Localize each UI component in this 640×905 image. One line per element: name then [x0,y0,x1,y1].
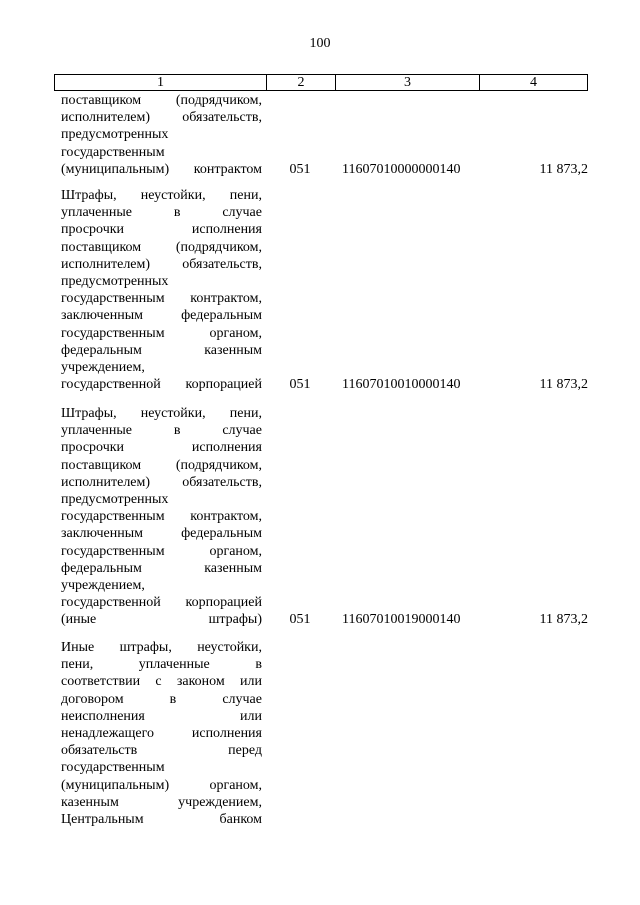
description-word: Иные [61,640,95,655]
description-word: государственным [61,543,165,559]
description-word: предусмотренных [61,273,169,289]
description-word: уплаченные [61,205,132,221]
description-line [61,359,262,376]
description-word: или [240,708,262,724]
description-line [61,577,262,594]
description-line [61,759,262,776]
page-number: 100 [309,36,331,51]
row-description [61,92,262,178]
description-word: поставщиком [61,239,142,255]
description-line [61,543,262,560]
description-word: (муниципальным) [61,777,170,793]
description-line [61,307,262,324]
description-line [61,405,262,422]
row-amount: 11 873,2 [539,161,588,177]
description-word: уплаченные [138,657,210,673]
description-word: федеральным [181,526,262,542]
row-kbk-code: 11607010019000140 [342,612,461,628]
description-word: просрочки [61,222,125,238]
row-amount: 11 873,2 [539,612,588,628]
description-word: Центральным [61,811,144,827]
description-word: в [173,205,181,221]
description-word: органом, [209,777,262,793]
row-kbk-code: 11607010010000140 [342,377,461,393]
description-line [61,491,262,508]
description-line [61,811,262,828]
description-word: исполнителем) [61,110,151,126]
description-word: в [169,691,177,707]
description-word: федеральным [181,308,262,324]
description-word: корпорацией [185,377,262,393]
description-word: случае [222,691,262,707]
description-word: казенным [204,560,262,576]
description-word: (муниципальным) [61,161,170,177]
description-line [61,594,262,611]
description-word: учреждением, [178,794,262,810]
description-word: обязательств [61,743,138,759]
description-line [61,794,262,811]
description-line [61,560,262,577]
description-word: государственной [61,595,161,611]
description-word: ненадлежащего [61,725,155,741]
description-word: просрочки [61,440,125,456]
description-word: контрактом, [190,509,262,525]
description-word: контрактом [193,161,262,177]
description-word: поставщиком [61,457,142,473]
description-word: обязательств, [182,256,262,272]
description-word: Штрафы, [61,406,117,421]
row-amount: 11 873,2 [539,377,588,393]
row-description [61,639,262,828]
description-line [61,273,262,290]
description-word: казенным [61,794,119,810]
description-line [61,673,262,690]
description-line [61,187,262,204]
description-word: (подрядчиком, [175,93,262,108]
description-word: государственной [61,377,161,393]
description-word: законом [176,674,225,690]
description-word: неустойки, [140,188,206,203]
description-word: штрафы) [208,612,262,628]
description-line [61,376,262,393]
description-word: заключенным [61,526,143,542]
description-word: корпорацией [185,595,262,611]
description-line [61,109,262,126]
description-line [61,611,262,628]
description-line [61,691,262,708]
row-kbk-code: 11607010000000140 [342,161,461,177]
header-col-3: 3 [336,75,480,90]
description-word: (подрядчиком, [175,239,262,255]
description-word: контрактом, [190,291,262,307]
description-word: в [255,657,262,673]
description-line [61,161,262,178]
description-line [61,325,262,342]
description-word: государственным [61,760,165,776]
row-chapter-code: 051 [289,377,311,393]
header-col-2: 2 [267,75,336,90]
description-line [61,204,262,221]
description-line [61,639,262,656]
description-line [61,474,262,491]
description-line [61,656,262,673]
row-description [61,405,262,628]
description-word: пени, [229,406,262,421]
description-word: соответствии [61,674,141,690]
description-word: случае [222,423,262,439]
description-word: органом, [209,325,262,341]
description-line [61,439,262,456]
description-word: учреждением, [61,359,145,375]
description-word: предусмотренных [61,491,169,507]
description-line [61,777,262,794]
description-word: перед [228,743,262,759]
description-word: договором [61,691,124,707]
description-word: исполнителем) [61,474,151,490]
description-word: исполнения [191,440,262,456]
description-word: (подрядчиком, [175,457,262,473]
description-word: государственным [61,509,165,525]
description-word: обязательств, [182,110,262,126]
description-line [61,457,262,474]
description-word: с [155,674,162,690]
description-line [61,342,262,359]
description-word: государственным [61,291,165,307]
description-word: в [173,423,181,439]
row-description [61,187,262,393]
description-word: заключенным [61,308,143,324]
description-line [61,256,262,273]
description-word: казенным [204,342,262,358]
description-word: федеральным [61,342,142,358]
description-word: государственным [61,325,165,341]
description-word: случае [222,205,262,221]
description-word: пени, [61,657,94,673]
table-header [54,74,588,91]
description-word: федеральным [61,560,142,576]
description-word: уплаченные [61,423,132,439]
header-col-1: 1 [55,75,267,90]
description-word: исполнителем) [61,256,151,272]
description-word: штрафы, [119,640,172,655]
description-word: предусмотренных [61,127,169,143]
description-word: государственным [61,144,165,160]
description-word: (иные [61,612,97,628]
description-line [61,422,262,439]
description-word: или [240,674,262,690]
description-word: неустойки, [197,640,262,655]
description-word: неустойки, [140,406,206,421]
description-word: обязательств, [182,474,262,490]
description-line [61,126,262,143]
description-word: пени, [229,188,262,203]
description-line [61,144,262,161]
description-line [61,239,262,256]
description-line [61,92,262,109]
description-line [61,708,262,725]
description-word: поставщиком [61,93,142,108]
description-line [61,221,262,238]
description-word: банком [219,811,262,827]
description-word: учреждением, [61,577,145,593]
description-word: исполнения [191,725,262,741]
description-line [61,742,262,759]
description-line [61,725,262,742]
description-line [61,508,262,525]
row-chapter-code: 051 [289,612,311,628]
header-col-4: 4 [530,75,537,90]
description-line [61,290,262,307]
description-line [61,525,262,542]
description-word: Штрафы, [61,188,117,203]
description-word: органом, [209,543,262,559]
description-word: неисполнения [61,708,145,724]
description-word: исполнения [191,222,262,238]
row-chapter-code: 051 [289,161,311,177]
